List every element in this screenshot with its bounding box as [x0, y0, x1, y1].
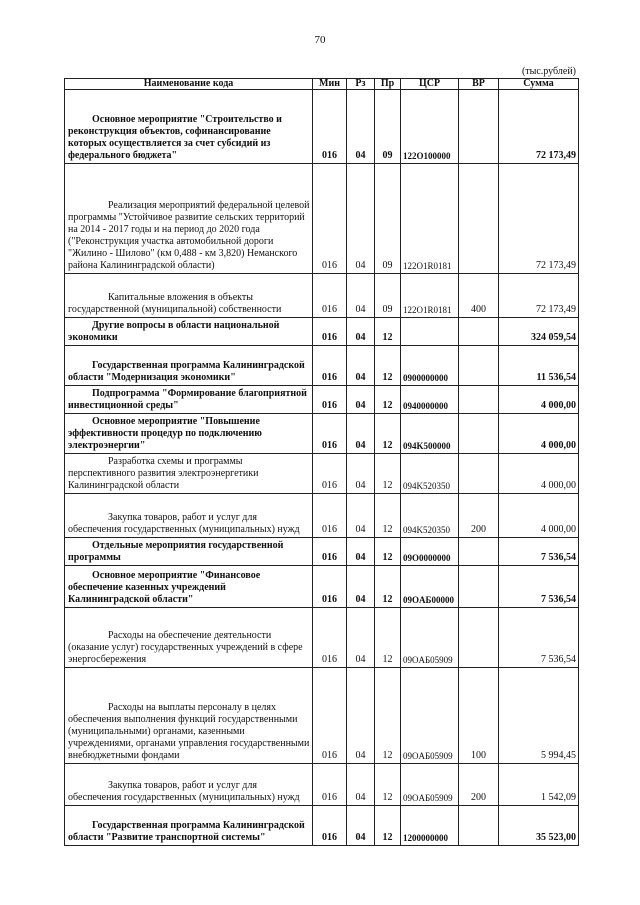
row-min: 016 — [313, 164, 347, 274]
table-row — [65, 414, 579, 454]
table-row — [65, 454, 579, 494]
row-vr — [459, 164, 499, 274]
row-csr: 0940000000 — [401, 386, 459, 414]
row-vr — [459, 538, 499, 566]
table-row — [65, 668, 579, 764]
row-csr: 09OAБ00000 — [401, 566, 459, 608]
row-min: 016 — [313, 386, 347, 414]
row-sum: 72 173,49 — [499, 274, 579, 318]
row-pr: 12 — [375, 346, 401, 386]
row-pr: 12 — [375, 454, 401, 494]
row-pr: 12 — [375, 608, 401, 668]
table-row — [65, 764, 579, 806]
row-pr: 12 — [375, 318, 401, 346]
row-name: Расходы на обеспечение деятельности (оказание услуг) государственных учреждений в сфере энергосбережения — [65, 608, 313, 668]
row-name: Основное мероприятие "Финансовое обеспечение казенных учреждений Калининградской области" — [65, 566, 313, 608]
row-vr — [459, 566, 499, 608]
row-csr: 09O0000000 — [401, 538, 459, 566]
row-name: Основное мероприятие "Строительство и реконструкция объектов, софинансирование которых осуществляется за счет субсидий из федерального бюджета" — [65, 90, 313, 164]
row-rz: 04 — [347, 608, 375, 668]
header-pr: Пр — [375, 79, 401, 90]
row-sum: 4 000,00 — [499, 414, 579, 454]
row-sum: 7 536,54 — [499, 566, 579, 608]
row-vr — [459, 414, 499, 454]
row-vr: 200 — [459, 494, 499, 538]
row-pr: 12 — [375, 538, 401, 566]
row-sum: 7 536,54 — [499, 538, 579, 566]
row-csr: 094K520350 — [401, 454, 459, 494]
row-rz: 04 — [347, 538, 375, 566]
row-pr: 09 — [375, 274, 401, 318]
row-pr: 12 — [375, 494, 401, 538]
row-name: Реализация мероприятий федеральной целевой программы "Устойчивое развитие сельских территорий на 2014 - 2017 годы и на период до 2020 года ("Реконструкция участка автомобильной дороги "Жилино - Шилово" (км 0,488 - км 3,820) Неманского района Калининградской области) — [65, 164, 313, 274]
row-pr: 12 — [375, 414, 401, 454]
row-sum: 7 536,54 — [499, 608, 579, 668]
row-vr: 200 — [459, 764, 499, 806]
row-pr: 12 — [375, 386, 401, 414]
table-row — [65, 386, 579, 414]
row-name: Государственная программа Калининградской области "Развитие транспортной системы" — [65, 806, 313, 846]
row-name: Закупка товаров, работ и услуг для обеспечения государственных (муниципальных) нужд — [65, 494, 313, 538]
row-name: Основное мероприятие "Повышение эффективности процедур по подключению электроэнергии" — [65, 414, 313, 454]
row-min: 016 — [313, 668, 347, 764]
row-min: 016 — [313, 90, 347, 164]
row-min: 016 — [313, 494, 347, 538]
row-sum: 4 000,00 — [499, 494, 579, 538]
row-min: 016 — [313, 806, 347, 846]
row-sum: 5 994,45 — [499, 668, 579, 764]
row-vr: 400 — [459, 274, 499, 318]
row-csr: 1200000000 — [401, 806, 459, 846]
table-row — [65, 608, 579, 668]
row-rz: 04 — [347, 90, 375, 164]
row-min: 016 — [313, 608, 347, 668]
page-number: 70 — [314, 34, 326, 46]
row-csr: 0900000000 — [401, 346, 459, 386]
row-name: Расходы на выплаты персоналу в целях обеспечения выполнения функций государственными (муниципальными) органами, казенными учреждениями, органами управления государственными внебюджетными фондами — [65, 668, 313, 764]
row-rz: 04 — [347, 164, 375, 274]
table-row — [65, 90, 579, 164]
row-rz: 04 — [347, 414, 375, 454]
row-name: Отдельные мероприятия государственной программы — [65, 538, 313, 566]
row-rz: 04 — [347, 764, 375, 806]
row-rz: 04 — [347, 668, 375, 764]
row-name: Государственная программа Калининградской области "Модернизация экономики" — [65, 346, 313, 386]
row-sum: 4 000,00 — [499, 454, 579, 494]
row-rz: 04 — [347, 346, 375, 386]
row-vr — [459, 608, 499, 668]
row-vr — [459, 806, 499, 846]
table-row — [65, 566, 579, 608]
row-csr: 09OAБ05909 — [401, 764, 459, 806]
table-row — [65, 494, 579, 538]
budget-table — [64, 78, 579, 846]
row-rz: 04 — [347, 566, 375, 608]
row-name: Разработка схемы и программы перспективного развития электроэнергетики Калининградской области — [65, 454, 313, 494]
row-sum: 35 523,00 — [499, 806, 579, 846]
row-min: 016 — [313, 274, 347, 318]
table-row — [65, 806, 579, 846]
row-pr: 09 — [375, 90, 401, 164]
row-csr: 122O1R0181 — [401, 274, 459, 318]
units-label: (тыс.рублей) — [521, 66, 576, 77]
row-min: 016 — [313, 566, 347, 608]
row-name: Подпрограмма "Формирование благоприятной инвестиционной среды" — [65, 386, 313, 414]
row-rz: 04 — [347, 454, 375, 494]
table-row — [65, 274, 579, 318]
row-vr — [459, 318, 499, 346]
row-rz: 04 — [347, 494, 375, 538]
row-sum: 324 059,54 — [499, 318, 579, 346]
header-name: Наименование кода — [65, 79, 313, 90]
row-vr — [459, 454, 499, 494]
row-csr: 09OAБ05909 — [401, 608, 459, 668]
row-sum: 11 536,54 — [499, 346, 579, 386]
row-sum: 1 542,09 — [499, 764, 579, 806]
table-row — [65, 346, 579, 386]
row-rz: 04 — [347, 318, 375, 346]
row-rz: 04 — [347, 274, 375, 318]
row-vr: 100 — [459, 668, 499, 764]
row-min: 016 — [313, 318, 347, 346]
row-pr: 09 — [375, 164, 401, 274]
header-csr: ЦСР — [401, 79, 459, 90]
row-csr: 094K500000 — [401, 414, 459, 454]
row-csr — [401, 318, 459, 346]
row-name: Капитальные вложения в объекты государственной (муниципальной) собственности — [65, 274, 313, 318]
row-min: 016 — [313, 764, 347, 806]
row-min: 016 — [313, 346, 347, 386]
row-rz: 04 — [347, 386, 375, 414]
row-sum: 72 173,49 — [499, 164, 579, 274]
header-min: Мин — [313, 79, 347, 90]
header-vr: ВР — [459, 79, 499, 90]
row-vr — [459, 346, 499, 386]
row-pr: 12 — [375, 764, 401, 806]
row-csr: 122O100000 — [401, 90, 459, 164]
row-csr: 122O1R0181 — [401, 164, 459, 274]
row-vr — [459, 90, 499, 164]
row-rz: 04 — [347, 806, 375, 846]
table-row — [65, 164, 579, 274]
table-row — [65, 318, 579, 346]
row-sum: 4 000,00 — [499, 386, 579, 414]
row-pr: 12 — [375, 806, 401, 846]
row-min: 016 — [313, 414, 347, 454]
table-header-row — [65, 79, 579, 90]
row-min: 016 — [313, 454, 347, 494]
row-csr: 09OAБ05909 — [401, 668, 459, 764]
header-sum: Сумма — [499, 79, 579, 90]
row-vr — [459, 386, 499, 414]
row-sum: 72 173,49 — [499, 90, 579, 164]
header-rz: Рз — [347, 79, 375, 90]
row-pr: 12 — [375, 668, 401, 764]
row-name: Закупка товаров, работ и услуг для обеспечения государственных (муниципальных) нужд — [65, 764, 313, 806]
row-csr: 094K520350 — [401, 494, 459, 538]
row-pr: 12 — [375, 566, 401, 608]
row-min: 016 — [313, 538, 347, 566]
row-name: Другие вопросы в области национальной экономики — [65, 318, 313, 346]
table-row — [65, 538, 579, 566]
